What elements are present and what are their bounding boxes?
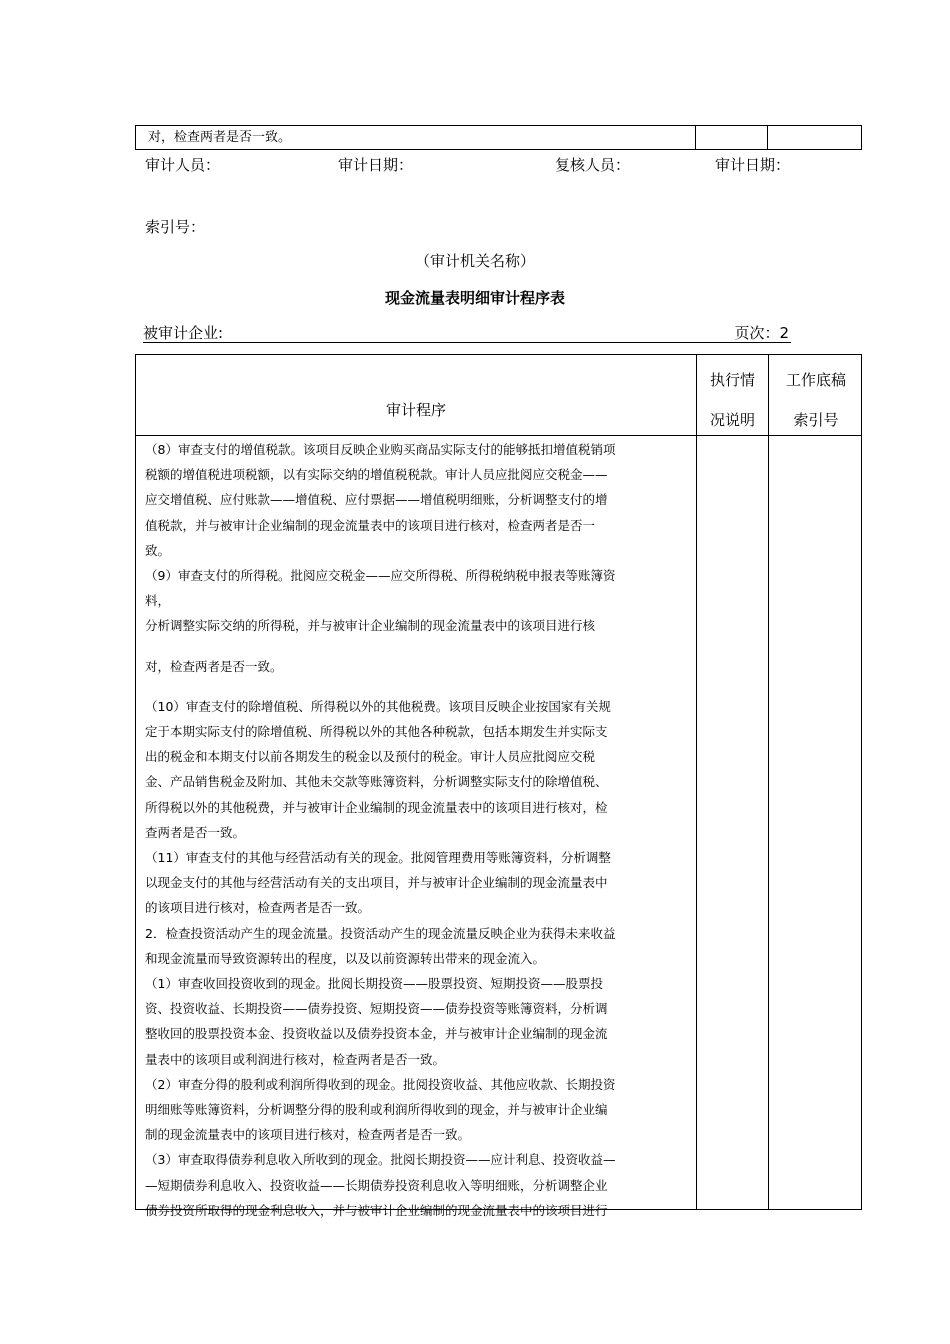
- auditor-label: 审计人员：: [145, 156, 221, 174]
- procedure-line: 和现金流量而导致资源转出的程度，以及以前资源转出带来的现金流入。: [145, 950, 546, 966]
- audited-entity-label: 被审计企业:: [143, 324, 224, 342]
- audit-date-label: 审计日期：: [338, 156, 414, 174]
- procedure-line: 的该项目进行核对，检查两者是否一致。: [145, 900, 371, 916]
- procedure-line: （11）审查支付的其他与经营活动有关的现金。批阅管理费用等账簿资料，分析调整: [145, 850, 611, 866]
- audit-procedure-table: [135, 354, 862, 1218]
- previous-row-exec-cell: [696, 126, 768, 149]
- procedure-line: 金、产品销售税金及附加、其他未交款等账簿资料，分析调整实际支付的除增值税、: [145, 774, 608, 790]
- procedure-line: （2）审查分得的股利或利润所得收到的现金。批阅投资收益、其他应收款、长期投资: [145, 1076, 616, 1092]
- procedure-line: （9）审查支付的所得税。批阅应交税金——应交所得税、所得税纳税申报表等账簿资: [145, 568, 616, 584]
- header-workpaper-index: 工作底稿 索引号: [785, 371, 846, 429]
- procedure-line: 债券投资所取得的现金利息收入，并与被审计企业编制的现金流量表中的该项目进行: [145, 1202, 608, 1218]
- reviewer-label: 复核人员：: [555, 156, 631, 174]
- procedure-text-body: [145, 437, 690, 1223]
- procedure-line: （1）审查收回投资收到的现金。批阅长期投资——股票投资、短期投资——股票投: [145, 976, 603, 992]
- review-date-label: 审计日期：: [715, 156, 791, 174]
- procedure-line: 整收回的股票投资本金、投资收益以及债券投资本金，并与被审计企业编制的现金流: [145, 1026, 608, 1042]
- procedure-line: 所得税以外的其他税费，并与被审计企业编制的现金流量表中的该项目进行核对，检: [145, 799, 608, 815]
- page-number: 页次：2: [734, 324, 789, 342]
- index-number-label: 索引号：: [145, 218, 206, 236]
- column-divider: [696, 355, 697, 1209]
- column-divider: [768, 355, 769, 1209]
- procedure-line: 查两者是否一致。: [145, 824, 246, 840]
- document-title: 现金流量表明细审计程序表: [384, 289, 565, 307]
- procedure-line: 料，: [145, 593, 171, 609]
- header-audit-procedure: 审计程序: [385, 401, 446, 419]
- procedure-line: 税额的增值税进项税额，以有实际交纳的增值税税款。审计人员应批阅应交税金——: [145, 467, 608, 483]
- procedure-line: 对，检查两者是否一致。: [145, 658, 283, 674]
- agency-name: （审计机关名称）: [414, 252, 535, 270]
- procedure-line: 致。: [145, 542, 171, 558]
- audited-entity-row: [143, 322, 791, 343]
- procedure-line: （3）审查取得债券利息收入所收到的现金。批阅长期投资——应计利息、投资收益—: [145, 1152, 616, 1168]
- procedure-line: 制的现金流量表中的该项目进行核对，检查两者是否一致。: [145, 1127, 471, 1143]
- procedure-line: 以现金支付的其他与经营活动有关的支出项目，并与被审计企业编制的现金流量表中: [145, 875, 608, 891]
- procedure-line: （10）审查支付的除增值税、所得税以外的其他税费。该项目反映企业按国家有关规: [145, 698, 611, 714]
- procedure-line: 量表中的该项目或利润进行核对，检查两者是否一致。: [145, 1051, 446, 1067]
- procedure-line: 定于本期实际支付的除增值税、所得税以外的其他各种税款，包括本期发生并实际支: [145, 724, 608, 740]
- procedure-line: 应交增值税、应付账款——增值税、应付票据——增值税明细账，分析调整支付的增: [145, 492, 608, 508]
- procedure-line: —短期债券利息收入、投资收益——长期债券投资利息收入等明细账，分析调整企业: [145, 1177, 608, 1193]
- procedure-line: 分析调整实际交纳的所得税，并与被审计企业编制的现金流量表中的该项目进行核: [145, 618, 596, 634]
- procedure-line: 明细账等账簿资料，分析调整分得的股利或利润所得收到的现金，并与被审计企业编: [145, 1102, 608, 1118]
- procedure-line: 值税款，并与被审计企业编制的现金流量表中的该项目进行核对，检查两者是否一: [145, 517, 596, 533]
- procedure-line: 资、投资收益、长期投资——债券投资、短期投资——债券投资等账簿资料，分析调: [145, 1001, 608, 1017]
- header-execution-notes: 执行情 况说明: [709, 371, 755, 429]
- procedure-line: （8）审查支付的增值税款。该项目反映企业购买商品实际支付的能够抵扣增值税销项: [145, 442, 616, 457]
- procedure-line: 出的税金和本期支付以前各期发生的税金以及预付的税金。审计人员应批阅应交税: [145, 749, 596, 765]
- previous-row-text: 对，检查两者是否一致。: [136, 126, 696, 149]
- previous-table-fragment: [135, 125, 862, 150]
- procedure-line: 2．检查投资活动产生的现金流量。投资活动产生的现金流量反映企业为获得未来收益: [145, 925, 616, 941]
